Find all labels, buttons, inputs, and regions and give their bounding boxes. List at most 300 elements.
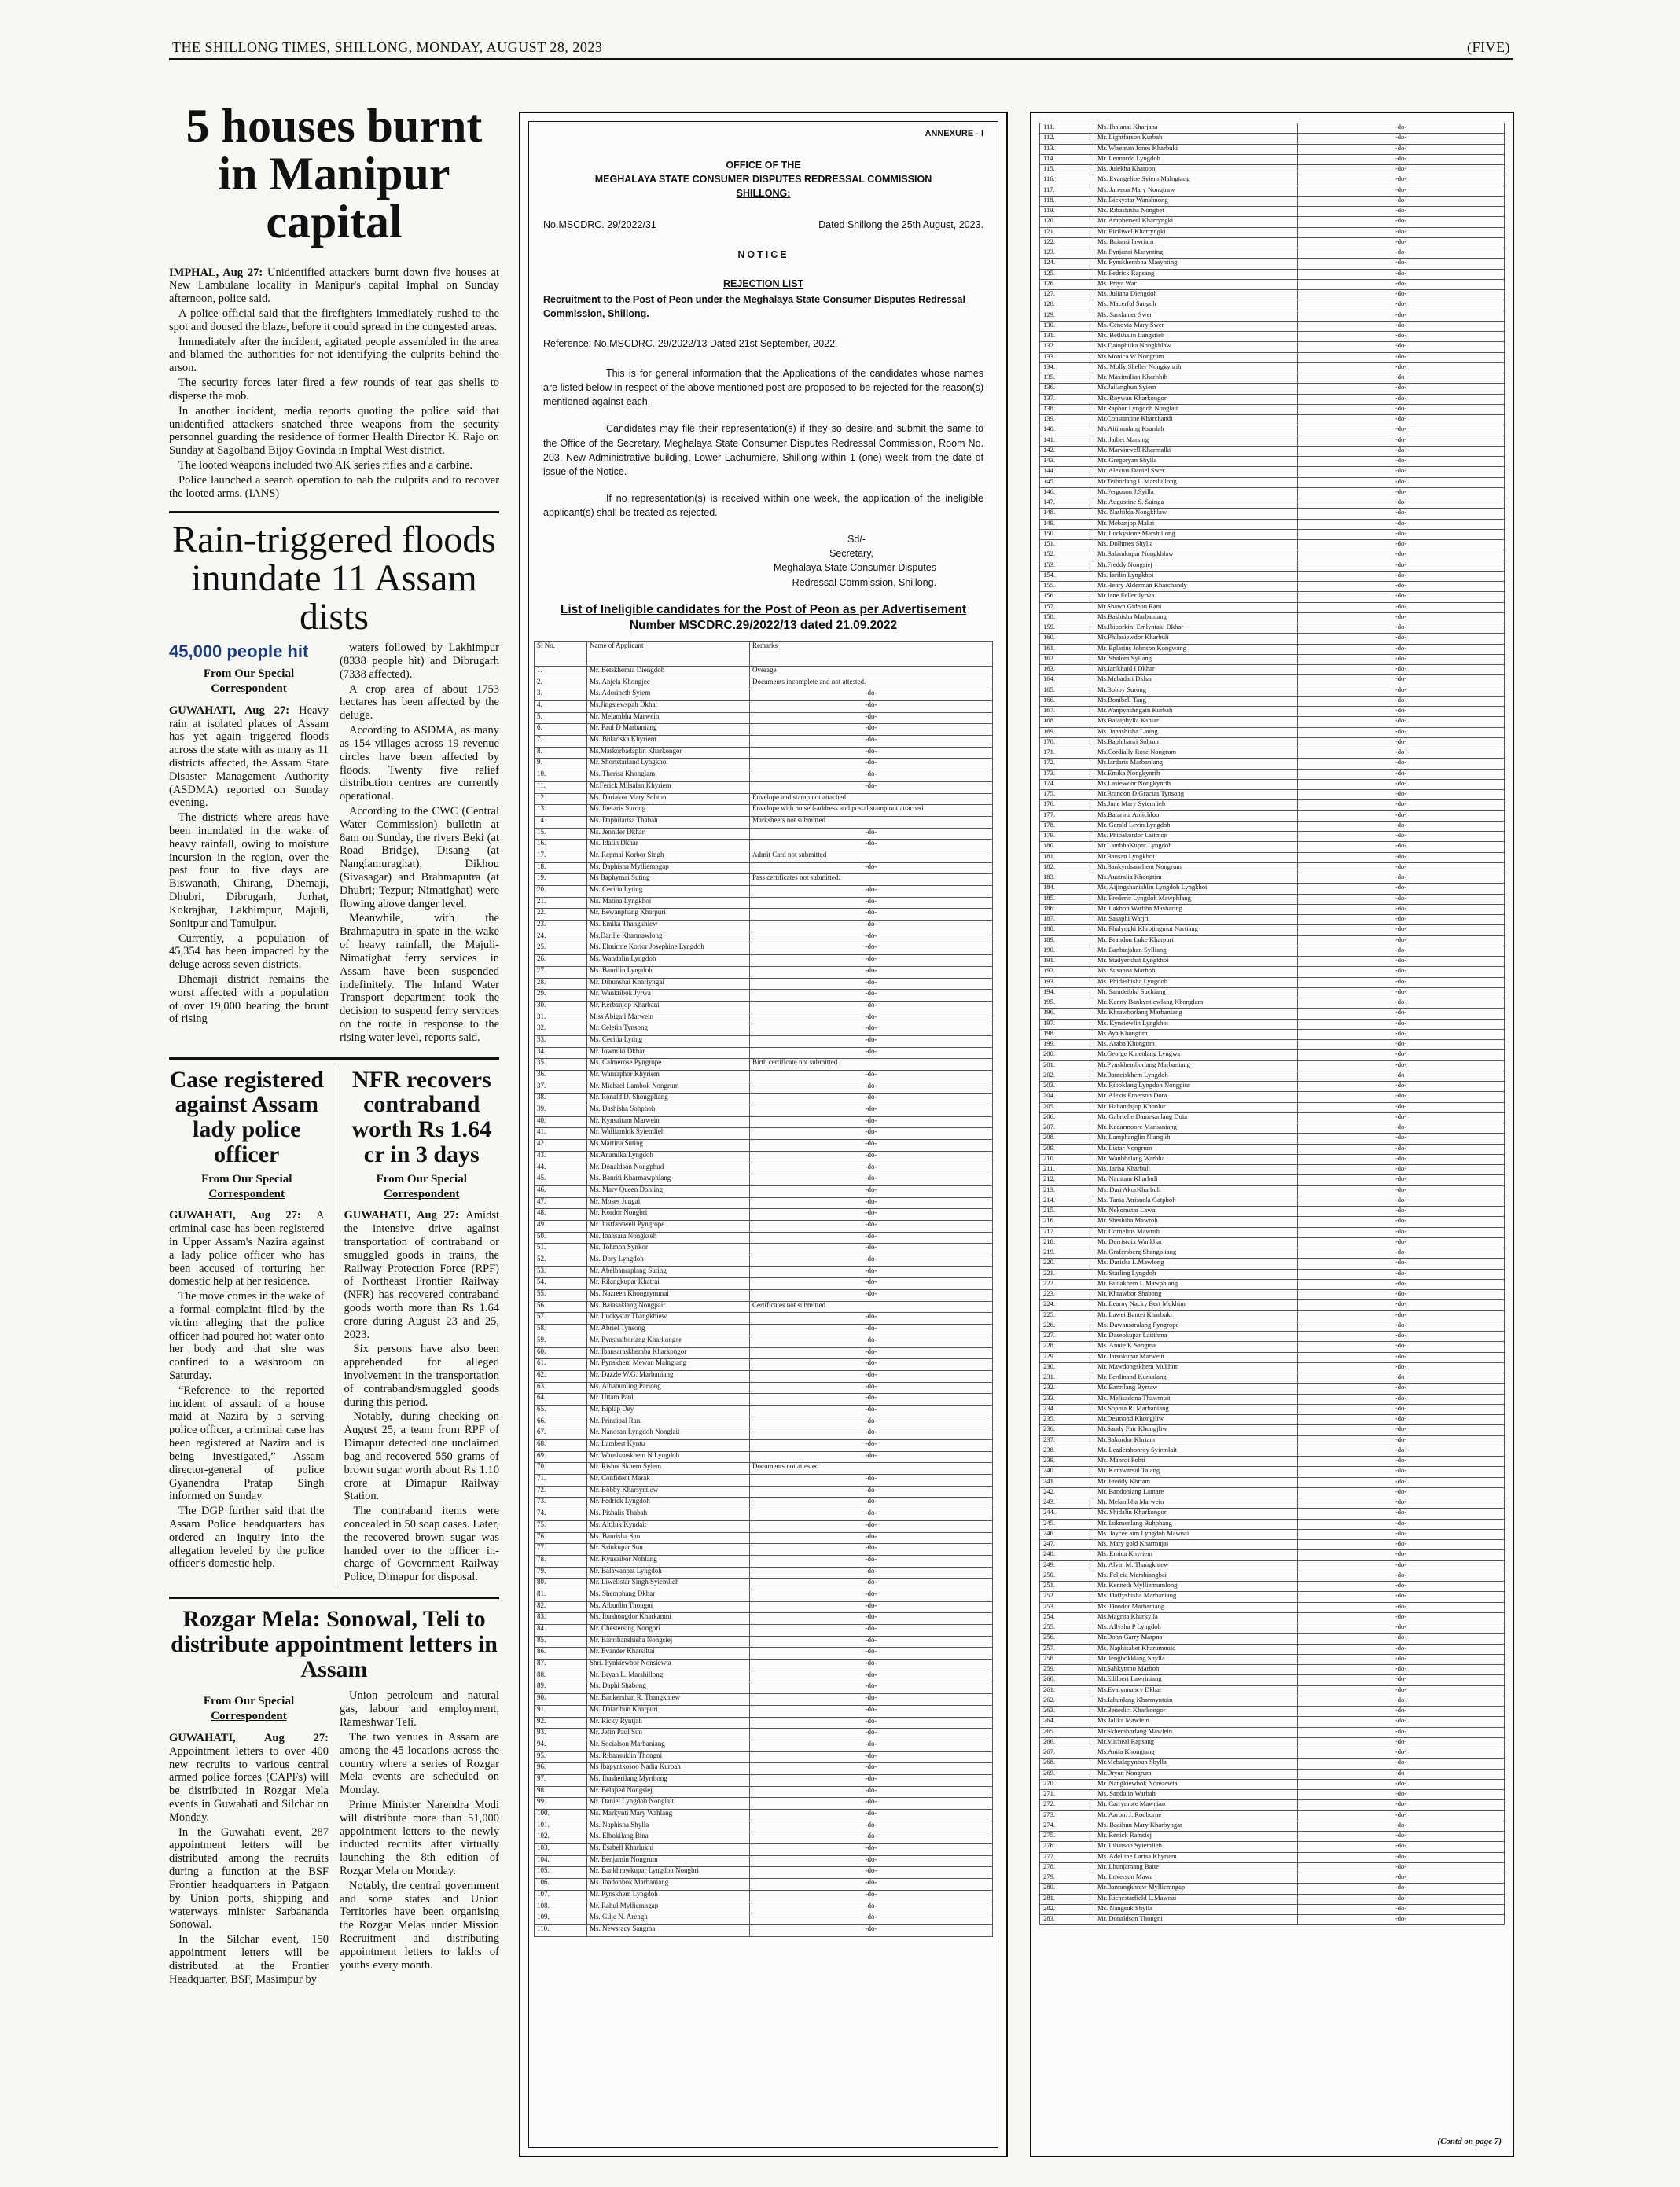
cell-remarks: -do- [1298, 759, 1505, 769]
cell-remarks: -do- [1298, 1123, 1505, 1134]
cell-remarks: -do- [1298, 1165, 1505, 1175]
cell-sl-no: 117. [1040, 186, 1094, 196]
cell-sl-no: 29. [535, 990, 587, 1002]
table-row [1040, 1362, 1505, 1373]
paragraph-text: According to ASDMA, as many as 154 villages across 19 revenue circles have been affected by floods. Twenty five relief distribution centres are currently operational. [340, 724, 499, 803]
cell-remarks: -do- [750, 1520, 993, 1532]
cell-applicant-name: Mr. Rishot Skhem Syiem [587, 1463, 750, 1475]
table-row [1040, 1487, 1505, 1498]
table-row [535, 1555, 993, 1567]
cell-applicant-name: Mr. Gabrielle Damesanlang Duia [1094, 1112, 1298, 1123]
table-row [1040, 842, 1505, 852]
table-row [535, 1140, 993, 1152]
cell-applicant-name: Ms. Molly Sheller Nongkynrih [1094, 362, 1298, 373]
cell-sl-no: 93. [535, 1729, 587, 1740]
byline [169, 667, 329, 697]
cell-remarks: -do- [1298, 144, 1505, 154]
cell-applicant-name: Ms. Nangsuk Shylla [1094, 1904, 1298, 1914]
cell-remarks: -do- [1298, 810, 1505, 821]
byline-line1: From Our Special [376, 1172, 467, 1185]
cell-sl-no: 121. [1040, 227, 1094, 237]
table-row [535, 770, 993, 782]
cell-remarks: -do- [1298, 1894, 1505, 1904]
article-paragraph [169, 704, 329, 810]
cell-remarks: -do- [1298, 1800, 1505, 1810]
cell-remarks: -do- [750, 1336, 993, 1347]
cell-applicant-name: Ms. Juliana Diengdoh [1094, 290, 1298, 300]
cell-sl-no: 110. [535, 1924, 587, 1936]
cell-remarks: -do- [1298, 1790, 1505, 1800]
cell-remarks: -do- [1298, 1873, 1505, 1884]
cell-sl-no: 159. [1040, 623, 1094, 634]
cell-applicant-name: Ms. Aitiluk Kyndait [587, 1520, 750, 1532]
table-row [1040, 519, 1505, 529]
cell-remarks: Pass certificates not submitted. [750, 874, 993, 886]
cell-sl-no: 113. [1040, 144, 1094, 154]
cell-remarks: -do- [750, 1832, 993, 1844]
table-row [1040, 1612, 1505, 1623]
cell-applicant-name: Ms. Macerful Sangoh [1094, 300, 1298, 311]
table-row [535, 689, 993, 701]
cell-sl-no: 49. [535, 1220, 587, 1232]
cell-sl-no: 192. [1040, 967, 1094, 977]
article-paragraph [344, 1343, 500, 1409]
byline-line2: Correspondent [208, 1187, 285, 1200]
article-paragraph [340, 805, 499, 911]
notice-paragraph-2: Candidates may file their representation(s) if they so desire and submit the same to the Office of the Secretary, Meghalaya State Consumer Disputes Redressal Commission, Room No. 203, New Administrative building, Lower Lachumiere, Shillong within 1 (one) week from the date of issue of the Notice. [543, 423, 983, 477]
cell-applicant-name: Mr. Phalyngki Khrojingmut Nartiang [1094, 925, 1298, 935]
cell-sl-no: 34. [535, 1047, 587, 1059]
cell-applicant-name: Miss Abigail Marwein [587, 1013, 750, 1024]
cell-sl-no: 183. [1040, 873, 1094, 884]
cell-applicant-name: Mr. Maximilian Kharbhih [1094, 373, 1298, 384]
table-row [535, 1071, 993, 1082]
article-paragraph [344, 1209, 500, 1341]
cell-remarks: -do- [1298, 946, 1505, 956]
cell-remarks: -do- [1298, 1217, 1505, 1227]
table-row [1040, 800, 1505, 810]
signature-org-1: Meghalaya State Consumer Disputes [773, 562, 936, 574]
cell-sl-no: 281. [1040, 1894, 1094, 1904]
table-row [535, 1163, 993, 1174]
cell-sl-no: 189. [1040, 935, 1094, 946]
cell-remarks: -do- [750, 1185, 993, 1197]
table-row [1040, 1060, 1505, 1071]
cell-sl-no: 22. [535, 909, 587, 921]
cell-sl-no: 31. [535, 1013, 587, 1024]
cell-remarks: -do- [1298, 998, 1505, 1009]
notice-annexure [519, 112, 1008, 2157]
cell-remarks: -do- [1298, 1144, 1505, 1154]
cell-applicant-name: Mr.Bakordor Khriam [1094, 1435, 1298, 1446]
cell-applicant-name: Ms.Balaiphylla Kshiar [1094, 717, 1298, 727]
cell-remarks: -do- [750, 1024, 993, 1036]
cell-applicant-name: Mr. Libarson Syiemlieh [1094, 1842, 1298, 1852]
cell-remarks: -do- [1298, 1634, 1505, 1644]
table-row [1040, 1915, 1505, 1925]
cell-sl-no: 251. [1040, 1582, 1094, 1592]
cell-sl-no: 238. [1040, 1446, 1094, 1456]
cell-remarks: -do- [1298, 1540, 1505, 1550]
cell-remarks: -do- [1298, 832, 1505, 842]
cell-sl-no: 217. [1040, 1227, 1094, 1237]
table-row [1040, 571, 1505, 581]
cell-applicant-name: Ms. Adelline Larisa Khyriem [1094, 1852, 1298, 1862]
table-row [1040, 311, 1505, 321]
table-row [1040, 207, 1505, 217]
cell-sl-no: 47. [535, 1197, 587, 1209]
cell-sl-no: 8. [535, 747, 587, 759]
cell-applicant-name: Ms.Anita Khongiang [1094, 1748, 1298, 1759]
cell-remarks: -do- [750, 712, 993, 724]
table-row [1040, 1082, 1505, 1092]
cell-remarks: -do- [1298, 1862, 1505, 1873]
table-row [535, 1867, 993, 1879]
cell-remarks: -do- [1298, 207, 1505, 217]
article-paragraph [169, 811, 329, 930]
table-row [535, 1855, 993, 1867]
cell-remarks: -do- [1298, 1832, 1505, 1842]
table-row [535, 1613, 993, 1625]
cell-sl-no: 182. [1040, 862, 1094, 873]
cell-remarks: -do- [1298, 498, 1505, 509]
table-row [1040, 1112, 1505, 1123]
cell-remarks: -do- [1298, 1269, 1505, 1279]
cell-sl-no: 181. [1040, 852, 1094, 862]
cell-applicant-name: Ms. Ribashisha Nongbet [1094, 207, 1298, 217]
cell-applicant-name: Mr. Kynsaitam Marwein [587, 1116, 750, 1128]
cell-applicant-name: Mr. Starling Lyngdoh [1094, 1269, 1298, 1279]
cell-applicant-name: Ms. Iarisa Kharbuli [1094, 1165, 1298, 1175]
cell-sl-no: 41. [535, 1128, 587, 1140]
table-row [1040, 1560, 1505, 1571]
cell-sl-no: 132. [1040, 342, 1094, 352]
paragraph-text: The districts where areas have been inundated in the wake of heavy rainfall, owing to moisture incursion in the region, over the past four to five days are Biswanath, Chirang, Dhemaji, Dhubri, Dibrugarh, Jorhat, Kokrajhar, Lakhimpur, Majuli, Sonitpur and Tamulpur. [169, 811, 329, 930]
cell-applicant-name: Ms. Nashilda Nongkhlaw [1094, 509, 1298, 519]
table-row [535, 874, 993, 886]
table-row [1040, 675, 1505, 686]
cell-applicant-name: Mr. Listar Nongrum [1094, 1144, 1298, 1154]
cell-sl-no: 90. [535, 1694, 587, 1706]
cell-applicant-name: Mr. Kynsaibor Nohlang [587, 1555, 750, 1567]
cell-sl-no: 157. [1040, 602, 1094, 612]
cell-applicant-name: Ms.Bonibell Tang [1094, 696, 1298, 706]
cell-applicant-name: Mr. Ibansaraskhemba Kharkongor [587, 1347, 750, 1359]
cell-applicant-name: Mr.Henry Alderman Kharchandy [1094, 582, 1298, 592]
cell-sl-no: 205. [1040, 1102, 1094, 1112]
cell-remarks: -do- [750, 1717, 993, 1729]
table-row [535, 1220, 993, 1232]
cell-applicant-name: Ms. Dariakor Mary Sohtun [587, 793, 750, 805]
cell-remarks: -do- [750, 978, 993, 990]
cell-remarks: -do- [750, 932, 993, 943]
cell-remarks: -do- [1298, 790, 1505, 800]
cell-remarks: -do- [1298, 904, 1505, 914]
article-paragraph [344, 1505, 500, 1584]
cell-applicant-name: Mr.LambhaKupar Lyngdoh [1094, 842, 1298, 852]
cell-applicant-name: Ms.Jailanghun Syiem [1094, 384, 1298, 394]
headline-manipur: 5 houses burnt in Manipur capital [186, 100, 483, 248]
article-paragraph [169, 1826, 329, 1932]
cell-applicant-name: Mr.Micheal Rapsang [1094, 1737, 1298, 1748]
cell-applicant-name: Ms. Aibabunling Pariong [587, 1382, 750, 1394]
cell-applicant-name: Mr. Fedrick Lyngdoh [587, 1498, 750, 1509]
cell-sl-no: 198. [1040, 1029, 1094, 1039]
col-header-remarks: Remarks [750, 641, 993, 666]
cell-remarks: -do- [750, 1509, 993, 1521]
divider [169, 1597, 499, 1599]
cell-sl-no: 10. [535, 770, 587, 782]
cell-applicant-name: Mr. Daniel Lyngdoh Nonglait [587, 1798, 750, 1810]
table-row [535, 666, 993, 678]
cell-remarks: Admit Card not submitted [750, 851, 993, 862]
notice-date: Dated Shillong the 25th August, 2023. [818, 219, 983, 231]
table-row [535, 1694, 993, 1706]
cell-remarks: -do- [1298, 737, 1505, 748]
cell-remarks: -do- [1298, 696, 1505, 706]
cell-sl-no: 114. [1040, 154, 1094, 164]
cell-remarks: -do- [1298, 311, 1505, 321]
cell-remarks: -do- [750, 1567, 993, 1579]
cell-applicant-name: Mr. Belajied Nongsiej [587, 1786, 750, 1798]
cell-applicant-name: Ms. Melisadona Thawmuit [1094, 1394, 1298, 1404]
cell-remarks: -do- [1298, 1519, 1505, 1529]
cell-remarks: -do- [750, 1116, 993, 1128]
cell-applicant-name: Ms. Banrisha Sun [587, 1532, 750, 1544]
cell-applicant-name: Mr. Mawdongskhem Mukhim [1094, 1362, 1298, 1373]
cell-applicant-name: Mr.Sandy Fair Khongjliw [1094, 1425, 1298, 1435]
cell-applicant-name: Mr. Renick Ramsiej [1094, 1832, 1298, 1842]
cell-remarks: -do- [750, 1555, 993, 1567]
cell-sl-no: 118. [1040, 196, 1094, 206]
cell-sl-no: 185. [1040, 894, 1094, 904]
dateline: GUWAHATI, Aug 27: [169, 1731, 329, 1744]
table-row [535, 1751, 993, 1763]
cell-sl-no: 206. [1040, 1112, 1094, 1123]
cell-remarks: -do- [1298, 748, 1505, 759]
cell-sl-no: 158. [1040, 612, 1094, 623]
cell-sl-no: 279. [1040, 1873, 1094, 1884]
table-row [535, 1636, 993, 1648]
cell-applicant-name: Mr. Nanosan Lyngdoh Nonglait [587, 1428, 750, 1440]
cell-sl-no: 148. [1040, 509, 1094, 519]
cell-sl-no: 84. [535, 1625, 587, 1637]
table-row [1040, 529, 1505, 539]
cell-remarks: -do- [1298, 279, 1505, 289]
cell-applicant-name: Ms. Bulariska Khyriem [587, 736, 750, 748]
story-body-left [169, 1732, 329, 1986]
cell-sl-no: 130. [1040, 321, 1094, 331]
cell-applicant-name: Ms. Emika Thangkhiew [587, 921, 750, 932]
rejection-list-heading: REJECTION LIST [722, 278, 804, 289]
cell-remarks: -do- [1298, 477, 1505, 487]
cell-applicant-name: Mr. Pynskhem Lyngdoh [587, 1890, 750, 1902]
paragraph-text: waters followed by Lakhimpur (8338 people hit) and Dibrugarh (7338 affected). [340, 641, 499, 681]
cell-applicant-name: Ms. Naphisha Shylla [587, 1821, 750, 1832]
cell-applicant-name: Mr. Bewanphang Kharpuri [587, 909, 750, 921]
cell-applicant-name: Mr. Eglarius Johnson Kongwang [1094, 644, 1298, 654]
cell-sl-no: 250. [1040, 1571, 1094, 1581]
article-paragraph [340, 724, 499, 803]
cell-remarks: -do- [1298, 1248, 1505, 1259]
cell-remarks: -do- [750, 1902, 993, 1913]
cell-applicant-name: Mr.Freddy Nongsiej [1094, 561, 1298, 571]
dateline: GUWAHATI, Aug 27: [169, 704, 300, 717]
cell-sl-no: 124. [1040, 259, 1094, 269]
cell-sl-no: 186. [1040, 904, 1094, 914]
paragraph-text: Appointment letters to over 400 new recruits to various central armed police forces (CAPFs) will be distributed in Rozgar Mela events in Guwahati and Silchar on Monday. [169, 1744, 329, 1824]
table-row [1040, 561, 1505, 571]
table-row [1040, 186, 1505, 196]
cell-applicant-name: Ms. Janashisha Lating [1094, 727, 1298, 737]
cell-remarks: -do- [1298, 1279, 1505, 1289]
cell-sl-no: 170. [1040, 737, 1094, 748]
cell-remarks: -do- [1298, 332, 1505, 342]
table-row [1040, 1852, 1505, 1862]
table-row [535, 1290, 993, 1302]
cell-applicant-name: Mr. Chestersing Nongbri [587, 1625, 750, 1637]
paragraph-text: Meanwhile, with the Brahmaputra in spate in the wake of heavy rainfall, the Majuli-Nimatighat ferry services in Assam have been suspended indefinitely. The Inland Water Transport department took the decision to suspend ferry services on the route in response to the rising water level, reports said. [340, 912, 499, 1044]
cell-sl-no: 244. [1040, 1509, 1094, 1519]
cell-applicant-name: Ms. Julekha Khatoon [1094, 165, 1298, 175]
table-row [535, 1313, 993, 1325]
cell-applicant-name: Mr. Leonardo Lyngdoh [1094, 154, 1298, 164]
cell-sl-no: 239. [1040, 1457, 1094, 1467]
paragraph-text: The contraband items were concealed in 50 soap cases. Later, the recovered brown sugar was handed over to the officer in-charge of Government Railway Police, Dimapur for disposal. [344, 1505, 499, 1584]
cell-sl-no: 82. [535, 1601, 587, 1613]
cell-sl-no: 257. [1040, 1644, 1094, 1654]
cell-applicant-name: Mr. Pynjanai Masynting [1094, 248, 1298, 259]
cell-remarks: -do- [1298, 550, 1505, 561]
cell-remarks: -do- [750, 770, 993, 782]
table-row [1040, 1685, 1505, 1696]
cell-remarks: -do- [1298, 1759, 1505, 1769]
cell-sl-no: 167. [1040, 707, 1094, 717]
table-row [535, 1128, 993, 1140]
cell-applicant-name: Mr. Khrawborlang Marbaniang [1094, 1009, 1298, 1019]
cell-sl-no: 260. [1040, 1675, 1094, 1685]
cell-applicant-name: Mr.Balamkupar Nongkhlaw [1094, 550, 1298, 561]
cell-sl-no: 263. [1040, 1707, 1094, 1717]
table-row [1040, 957, 1505, 967]
cell-remarks: -do- [750, 1140, 993, 1152]
table-row [535, 1671, 993, 1682]
cell-remarks: -do- [750, 1660, 993, 1671]
table-row [1040, 290, 1505, 300]
table-row [1040, 1894, 1505, 1904]
cell-remarks: Certificates not submitted [750, 1301, 993, 1313]
cell-remarks: -do- [750, 1625, 993, 1637]
cell-applicant-name: Mr. Lambert Kyntu [587, 1440, 750, 1452]
cell-remarks: -do- [1298, 1019, 1505, 1029]
cell-applicant-name: Mr. Samdeibha Suchiang [1094, 987, 1298, 998]
table-row [535, 1255, 993, 1267]
cell-sl-no: 177. [1040, 810, 1094, 821]
cell-applicant-name: Mr.Sahkynmo Marboh [1094, 1665, 1298, 1675]
cell-remarks: -do- [750, 1290, 993, 1302]
cell-sl-no: 232. [1040, 1384, 1094, 1394]
notice-paragraph-1: This is for general information that the Applications of the candidates whose names are listed below in respect of the above mentioned post are proposed to be rejected for the reason(s) mentioned against each. [543, 368, 983, 408]
cell-applicant-name: Ms. Baiasaklang Nongpair [587, 1301, 750, 1313]
cell-applicant-name: Mr. Bryan L. Marshillong [587, 1671, 750, 1682]
table-row [1040, 1790, 1505, 1800]
page-number: (FIVE) [1467, 39, 1510, 55]
cell-remarks: -do- [1298, 1050, 1505, 1060]
table-row [535, 955, 993, 967]
cell-applicant-name: Mr. Grafersberg Shangpliang [1094, 1248, 1298, 1259]
cell-applicant-name: Mr.Bansan Lyngkhoi [1094, 852, 1298, 862]
table-row [535, 1486, 993, 1498]
cell-applicant-name: Mr. Lamphanglin Nianglih [1094, 1134, 1298, 1144]
cell-remarks: -do- [750, 1636, 993, 1648]
cell-remarks: -do- [1298, 977, 1505, 987]
cell-remarks: -do- [1298, 862, 1505, 873]
cell-sl-no: 187. [1040, 915, 1094, 925]
cell-remarks: Marksheets not submitted [750, 816, 993, 828]
cell-applicant-name: Mr. Abelbanraplang Suting [587, 1266, 750, 1278]
table-row [1040, 1800, 1505, 1810]
cell-sl-no: 129. [1040, 311, 1094, 321]
cell-remarks: -do- [750, 1682, 993, 1694]
cell-applicant-name: Mr. Luckystar Thangkhiew [587, 1313, 750, 1325]
byline-line1: From Our Special [203, 1695, 295, 1708]
cell-applicant-name: Mr. Augustine S. Suinga [1094, 498, 1298, 509]
cell-applicant-name: Ms. Dondor Marbaniang [1094, 1602, 1298, 1612]
headline-assam-floods: Rain-triggered floods inundate 11 Assam dists [172, 519, 496, 638]
cell-applicant-name: Ms.Jalika Mawlein [1094, 1717, 1298, 1727]
table-row [535, 1209, 993, 1221]
table-row [1040, 394, 1505, 404]
cell-applicant-name: Mr. Loverson Mawa [1094, 1873, 1298, 1884]
cell-sl-no: 103. [535, 1844, 587, 1856]
cell-sl-no: 24. [535, 932, 587, 943]
cell-sl-no: 26. [535, 955, 587, 967]
story-rozgar-mela [169, 1607, 499, 1987]
cell-sl-no: 162. [1040, 654, 1094, 664]
cell-applicant-name: Ms. Ribansuklin Thongni [587, 1751, 750, 1763]
cell-remarks: -do- [1298, 248, 1505, 259]
cell-remarks: -do- [1298, 873, 1505, 884]
cell-remarks: -do- [1298, 717, 1505, 727]
cell-applicant-name: Ms. Ibasherilang Myrthong [587, 1774, 750, 1786]
paragraph-text: Police launched a search operation to nab the culprits and to recover the looted arms. (IANS) [169, 473, 499, 500]
cell-applicant-name: Mr. Bickystar Wanshnong [1094, 196, 1298, 206]
table-row [1040, 1123, 1505, 1134]
cell-sl-no: 262. [1040, 1696, 1094, 1706]
cell-remarks: -do- [1298, 675, 1505, 686]
cell-applicant-name: Mr. Walliamlok Syiemlieh [587, 1128, 750, 1140]
cell-applicant-name: Mr.Jane Feller Jyrwa [1094, 592, 1298, 602]
table-row [1040, 1446, 1505, 1456]
cell-sl-no: 149. [1040, 519, 1094, 529]
article-paragraph [340, 683, 499, 722]
cell-applicant-name: Mr. Lightfarson Kurbah [1094, 134, 1298, 144]
paragraph-text: Notably, the central government and some states and Union Territories have been organising the Rozgar Melas under Mission Recruitment and distributing appointment letters to lakhs of youths every month. [340, 1879, 499, 1972]
table-row [1040, 425, 1505, 436]
cell-sl-no: 80. [535, 1579, 587, 1590]
article-paragraph [169, 405, 499, 458]
table-row [1040, 1748, 1505, 1759]
table-row [1040, 821, 1505, 831]
cell-applicant-name: Ms. Anjela Khongjee [587, 678, 750, 689]
cell-applicant-name: Mr. Piciliwel Kharryngki [1094, 227, 1298, 237]
cell-applicant-name: Ms. Aijingshanishlin Lyngdoh Lyngkhoi [1094, 884, 1298, 894]
table-row [1040, 1582, 1505, 1592]
cell-remarks: -do- [1298, 852, 1505, 862]
table-row [1040, 1279, 1505, 1289]
candidates-table [534, 641, 993, 1937]
masthead-title: THE SHILLONG TIMES, SHILLONG, MONDAY, AUGUST 28, 2023 [172, 39, 603, 55]
